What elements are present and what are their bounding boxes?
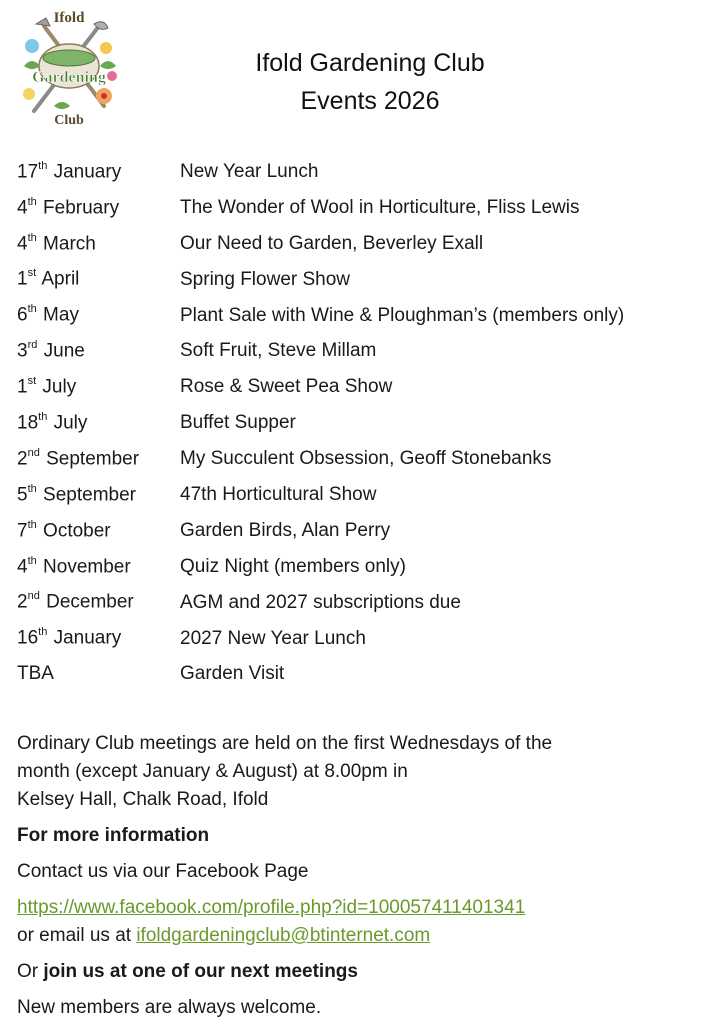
event-name: Buffet Supper [180,412,296,434]
event-day-suffix: th [27,195,37,208]
event-name: My Succulent Obsession, Geoff Stonebanks [180,448,552,470]
event-day-suffix: th [38,626,48,639]
event-row [17,477,697,513]
event-month: January [53,627,122,649]
event-month: June [43,340,85,362]
event-day-suffix: th [38,159,48,172]
event-day-suffix: th [27,482,37,495]
svg-text:Ifold: Ifold [53,10,85,26]
event-row [17,262,697,298]
event-day-suffix: nd [27,590,40,603]
event-name: Rose & Sweet Pea Show [180,376,393,398]
event-name: AGM and 2027 subscriptions due [180,591,461,613]
event-month: July [53,412,88,434]
event-date [17,304,180,326]
event-day-suffix: th [27,518,37,531]
event-month: December [46,591,134,613]
join-text: join us at one of our next meetings [43,961,358,982]
event-month: January [53,161,122,183]
svg-text:Gardening: Gardening [32,69,106,86]
event-name: 47th Horticultural Show [180,483,377,505]
contact-text: Contact us via our Facebook Page [17,861,309,882]
event-month: September [43,484,136,506]
event-name: Soft Fruit, Steve Millam [180,340,377,362]
svg-text:Club: Club [54,113,84,128]
club-logo [14,6,124,128]
event-date [17,233,180,255]
event-month: November [43,555,131,577]
event-row [17,190,697,226]
event-day-suffix: th [27,231,37,244]
event-name: Garden Birds, Alan Perry [180,519,391,541]
event-row [17,549,697,585]
event-name: 2027 New Year Lunch [180,627,366,649]
event-row [17,226,697,262]
event-day: 4 [17,232,28,254]
event-day: 18 [17,412,39,434]
event-day-suffix: st [27,375,37,388]
event-date [17,161,180,183]
facebook-link[interactable]: https://www.facebook.com/profile.php?id=100057411401341 [17,897,526,918]
event-day-suffix: rd [27,339,38,352]
event-day-suffix: th [27,303,37,316]
event-date [17,520,180,542]
event-name: Garden Visit [180,663,285,685]
event-row [17,369,697,405]
join-prefix: Or [17,961,44,982]
meetings-address: Kelsey Hall, Chalk Road, Ifold [17,789,269,810]
event-name: Plant Sale with Wine & Ploughman’s (members only) [180,304,625,326]
event-date [17,591,180,613]
event-date [17,340,180,362]
event-date [17,448,180,470]
event-day-suffix: th [38,411,48,424]
welcome-text: New members are always welcome. [17,997,322,1018]
email-link[interactable]: ifoldgardeningclub@btinternet.com [136,925,431,946]
event-day-suffix: st [27,267,37,280]
events-list [17,154,697,692]
event-date [17,556,180,578]
meetings-line: Ordinary Club meetings are held on the first Wednesdays of the [17,733,553,754]
event-month: April [41,268,80,290]
event-date [17,412,180,434]
event-day: 5 [17,484,28,506]
event-row [17,441,697,477]
event-day: 2 [17,448,28,470]
event-row [17,513,697,549]
event-day: 1 [17,268,28,290]
event-day: 7 [17,520,28,542]
info-section [17,730,687,1022]
meetings-line: month (except January & August) at 8.00pm in [17,761,408,782]
event-day: 3 [17,340,28,362]
event-row [17,656,697,692]
event-row [17,621,697,657]
event-row [17,298,697,334]
event-day: 16 [17,627,39,649]
event-day: 1 [17,376,28,398]
event-day-suffix: th [27,554,37,567]
event-day: 6 [17,304,28,326]
event-name: Quiz Night (members only) [180,555,406,577]
email-prefix: or email us at [17,925,137,946]
event-month: May [43,304,79,326]
event-date [17,268,180,290]
event-date [17,376,180,398]
page-title [170,44,570,120]
event-row [17,405,697,441]
event-month: March [43,232,96,254]
event-date [17,627,180,649]
more-info-heading: For more information [17,825,210,846]
title-line-events: Events 2026 [300,87,440,115]
event-name: Our Need to Garden, Beverley Exall [180,232,484,254]
event-day: 4 [17,197,28,218]
event-month: February [43,197,120,218]
event-day-suffix: nd [27,446,40,459]
event-day: 17 [17,161,39,183]
event-day: 2 [17,591,28,613]
event-date [17,663,180,685]
event-name: Spring Flower Show [180,268,351,290]
event-month: July [42,376,77,398]
event-month: October [43,520,111,542]
event-date [17,197,180,219]
event-month: September [46,448,140,470]
event-name: The Wonder of Wool in Horticulture, Fliss Lewis [180,196,580,218]
event-row [17,333,697,369]
event-row [17,585,697,621]
event-date [17,484,180,506]
event-day: TBA [17,663,54,685]
event-row [17,154,697,190]
title-line-club: Ifold Gardening Club [255,49,485,77]
event-name: New Year Lunch [180,160,319,182]
event-day: 4 [17,555,28,577]
